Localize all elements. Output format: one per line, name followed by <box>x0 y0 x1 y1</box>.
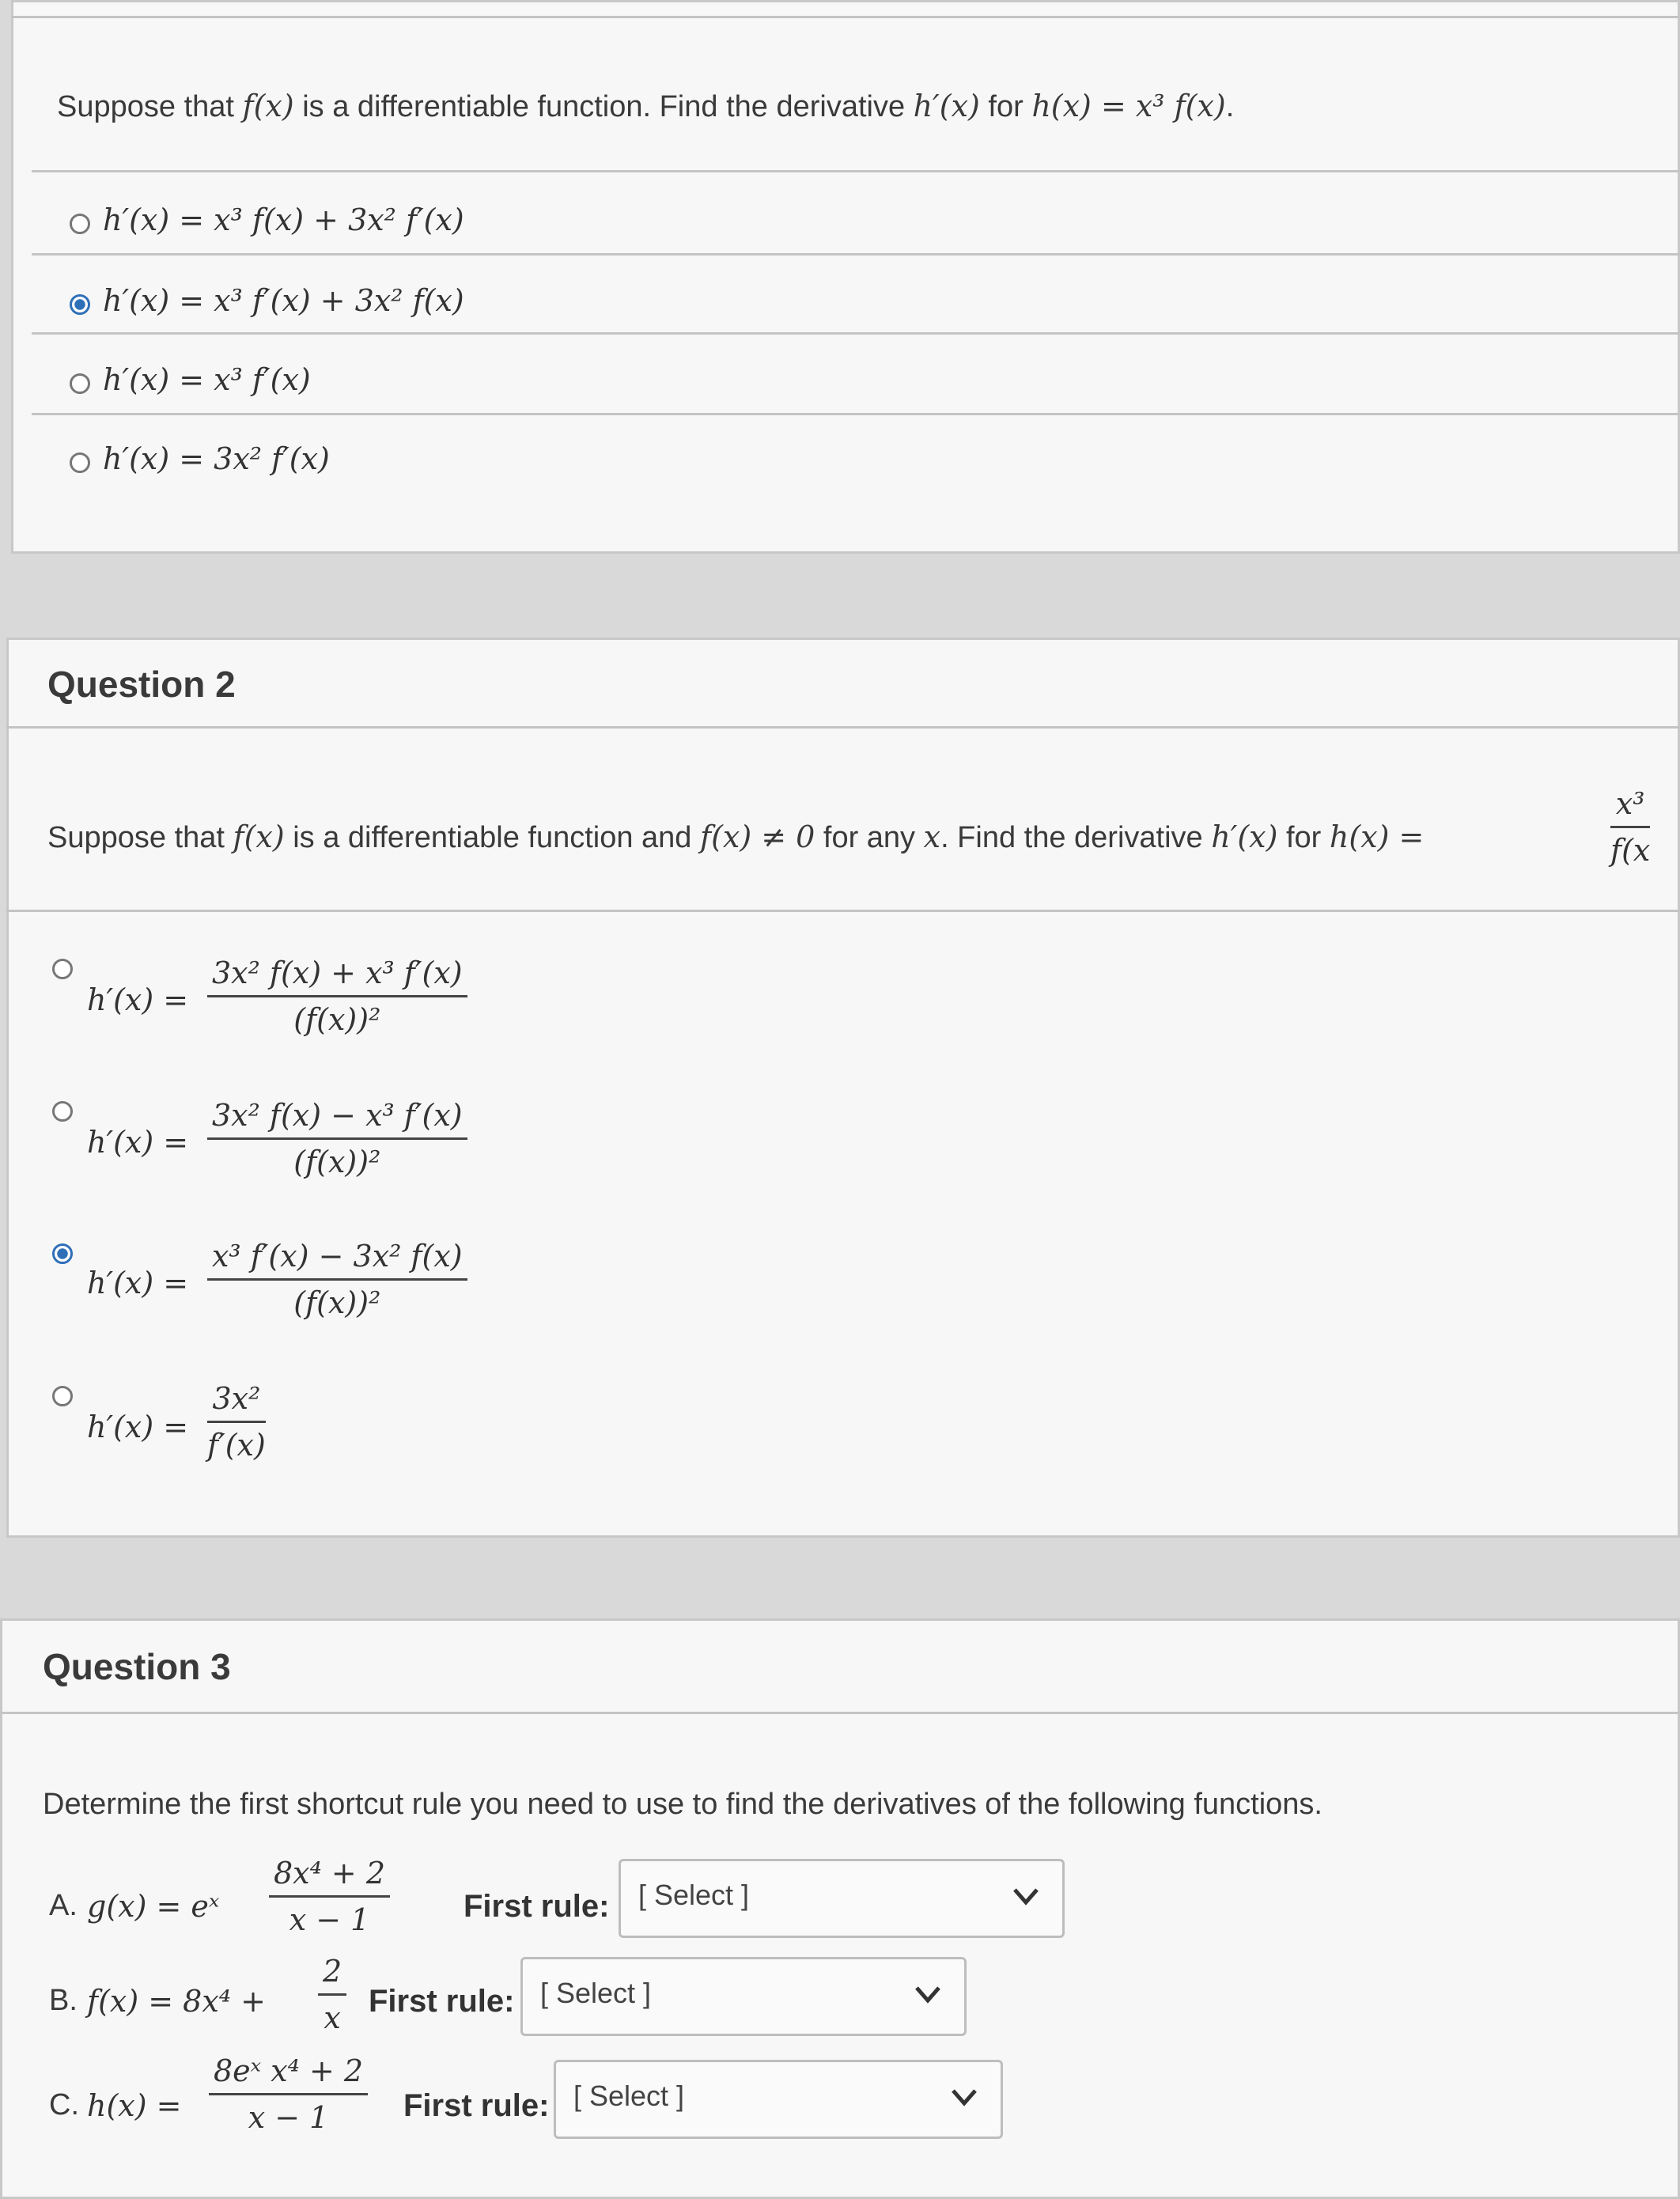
q2-option-1-radio[interactable] <box>52 959 73 979</box>
q3-title: Question 3 <box>43 1646 231 1687</box>
q1-option-2-label[interactable]: h′(x) = x³ f′(x) + 3x² f(x) <box>103 283 464 318</box>
chevron-down-icon <box>912 1978 944 2010</box>
q3-item-a-fraction <box>269 1856 390 1937</box>
q2-option-3-denominator: (f(x))² <box>293 1285 381 1320</box>
q3-item-a-label: A. <box>49 1889 78 1922</box>
q3-item-a-numerator: 8x⁴ + 2 <box>269 1856 390 1898</box>
q3-item-a-select-value: [ Select ] <box>638 1879 750 1911</box>
q3-item-a-denominator: x − 1 <box>289 1902 370 1937</box>
chevron-down-icon <box>1010 1880 1042 1912</box>
q2-option-3-lhs[interactable]: h′(x) = <box>87 1266 189 1300</box>
q2-option-1-lhs[interactable]: h′(x) = <box>87 982 189 1017</box>
q2-option-4-fraction[interactable] <box>207 1381 266 1463</box>
q2-option-1-fraction[interactable] <box>207 956 467 1037</box>
q3-item-c-select[interactable] <box>554 2060 1003 2139</box>
divider <box>11 16 1680 18</box>
q3-item-a-select[interactable] <box>619 1859 1065 1938</box>
q3-item-b-fraction <box>318 1954 346 2035</box>
q1-option-4-label[interactable]: h′(x) = 3x² f′(x) <box>103 441 330 476</box>
q2-option-2-fraction[interactable] <box>207 1098 467 1179</box>
q2-prompt: Suppose that f(x) is a differentiable function and f(x) ≠ 0 for any x. Find the derivative h′(x) for h(x) = <box>47 819 1425 854</box>
q3-item-b-rule-label: First rule: <box>369 1984 515 2019</box>
divider <box>6 726 1680 729</box>
divider <box>32 413 1680 415</box>
q2-option-3-fraction[interactable] <box>207 1239 467 1320</box>
q2-option-2-radio[interactable] <box>52 1101 73 1122</box>
q3-item-c-rule-label: First rule: <box>403 2088 550 2123</box>
q2-option-2-numerator: 3x² f(x) − x³ f′(x) <box>207 1098 467 1140</box>
q2-option-3-radio[interactable] <box>52 1243 73 1264</box>
q2-option-3-numerator: x³ f′(x) − 3x² f(x) <box>207 1239 467 1281</box>
q1-option-1-radio[interactable] <box>70 214 90 234</box>
q2-option-4-lhs[interactable]: h′(x) = <box>87 1410 189 1444</box>
q3-item-c-label: C. <box>49 2088 79 2121</box>
q3-item-a-rule-label: First rule: <box>464 1889 610 1924</box>
divider <box>32 332 1680 335</box>
q3-item-b-select[interactable] <box>520 1957 967 2036</box>
divider <box>0 1712 1680 1714</box>
divider <box>32 253 1680 255</box>
q2-prompt-numerator: x³ <box>1610 786 1650 828</box>
q2-option-4-radio[interactable] <box>52 1386 73 1406</box>
q2-option-4-numerator: 3x² <box>207 1381 266 1423</box>
q2-prompt-denominator: f(x <box>1610 833 1651 868</box>
q3-item-c-numerator: 8eˣ x⁴ + 2 <box>209 2053 368 2095</box>
q1-option-2-radio[interactable] <box>70 294 90 315</box>
q1-option-3-label[interactable]: h′(x) = x³ f′(x) <box>103 362 311 397</box>
q3-item-b-numerator: 2 <box>318 1954 346 1996</box>
divider <box>6 910 1680 912</box>
q1-prompt: Suppose that f(x) is a differentiable function. Find the derivative h′(x) for h(x) = x³ f(x). <box>57 89 1235 123</box>
q3-item-c-select-value: [ Select ] <box>573 2080 685 2112</box>
q1-option-3-radio[interactable] <box>70 373 90 394</box>
q2-option-1-numerator: 3x² f(x) + x³ f′(x) <box>207 956 467 997</box>
divider <box>32 170 1680 172</box>
q2-option-1-denominator: (f(x))² <box>293 1002 381 1037</box>
q2-title: Question 2 <box>47 664 236 705</box>
q3-item-c-fraction <box>209 2053 368 2135</box>
q2-option-2-denominator: (f(x))² <box>293 1145 381 1179</box>
q3-item-b-lhs: f(x) = 8x⁴ + <box>87 1984 266 2019</box>
q2-prompt-fraction <box>1610 786 1650 868</box>
q3-item-c-denominator: x − 1 <box>248 2100 329 2135</box>
q3-item-a-lhs: g(x) = eˣ <box>87 1889 220 1924</box>
q2-option-4-denominator: f′(x) <box>207 1428 266 1463</box>
q3-item-c-lhs: h(x) = <box>87 2088 182 2123</box>
q3-item-b-select-value: [ Select ] <box>540 1977 652 2009</box>
q3-prompt: Determine the first shortcut rule you need to use to find the derivatives of the following functions. <box>43 1788 1322 1821</box>
q1-option-4-radio[interactable] <box>70 452 90 473</box>
q3-item-b-denominator: x <box>324 2000 341 2035</box>
q2-option-2-lhs[interactable]: h′(x) = <box>87 1125 189 1160</box>
q1-option-1-label[interactable]: h′(x) = x³ f(x) + 3x² f′(x) <box>103 202 464 237</box>
chevron-down-icon <box>948 2081 980 2113</box>
q3-item-b-label: B. <box>49 1984 78 2017</box>
